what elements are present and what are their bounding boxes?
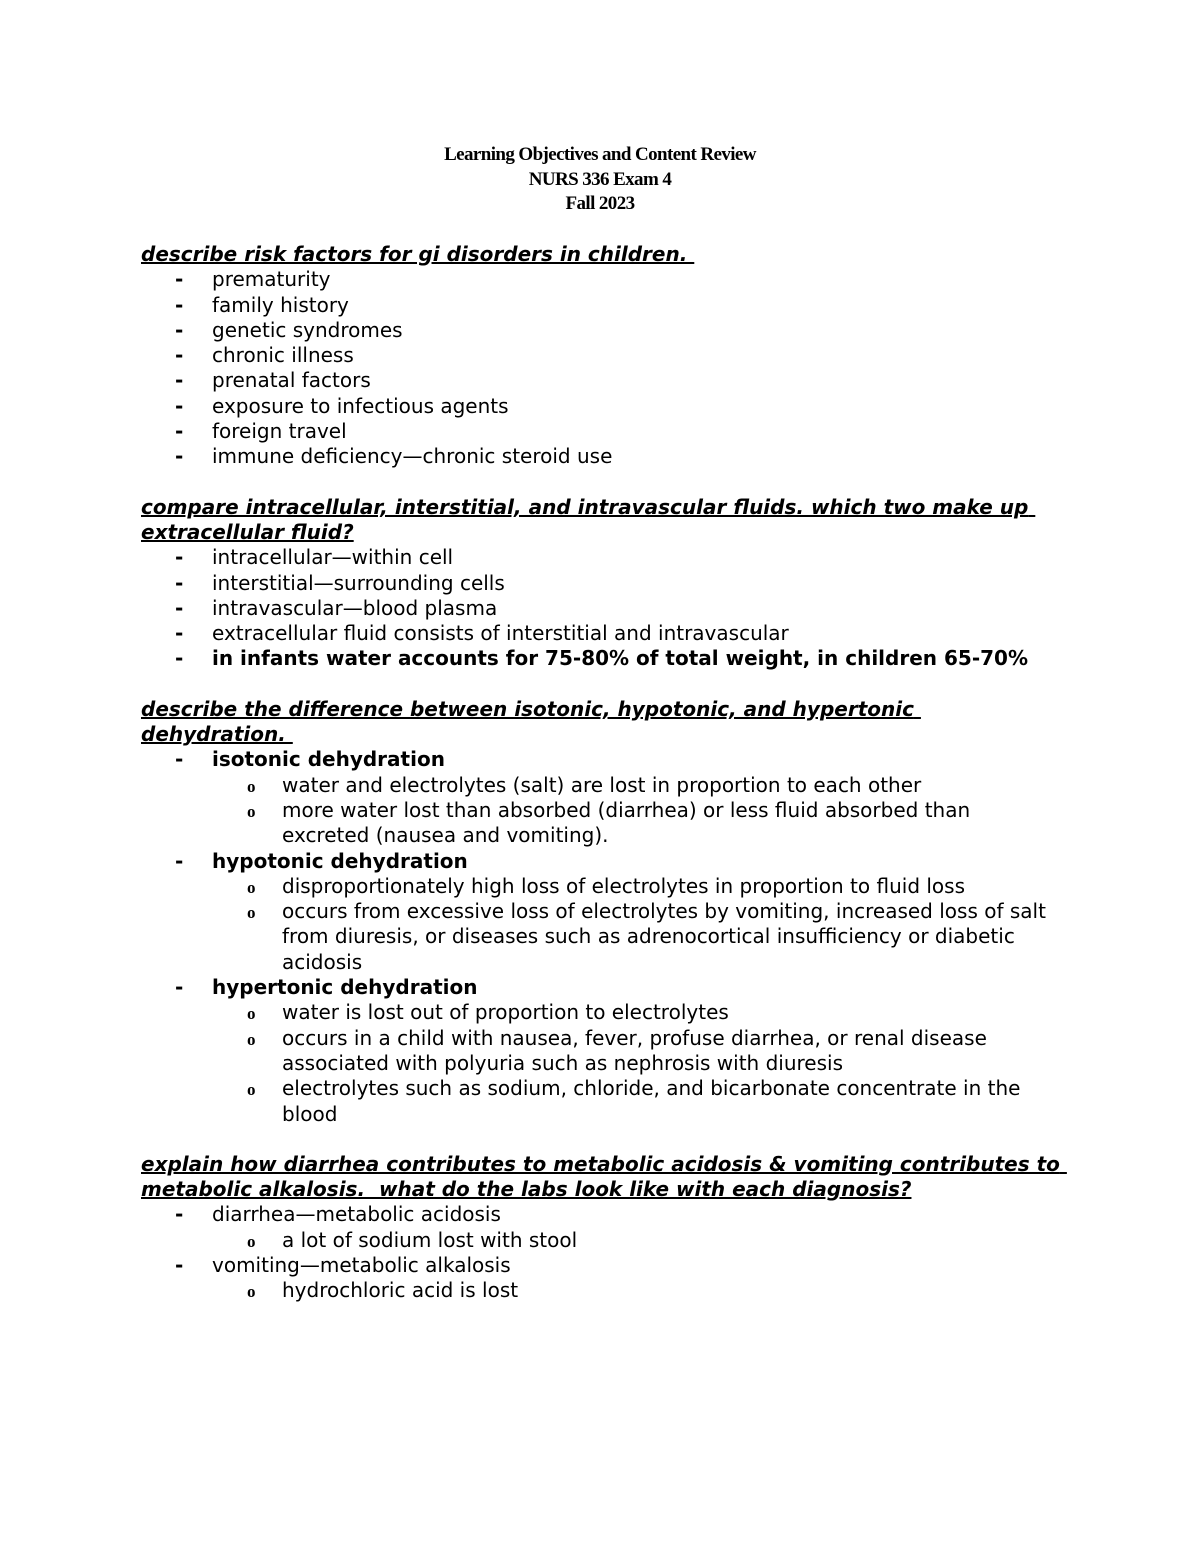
sub-list-item [141,874,1061,899]
dash-bullet-icon: - [175,595,184,620]
sub-bullet-list [141,874,1061,975]
dash-bullet-icon: - [175,570,184,595]
dash-bullet-icon: - [175,1202,184,1227]
sub-list-item [141,1076,1061,1127]
list-item-text: exposure to infectious agents [212,393,509,418]
objective-section [141,495,1061,672]
sub-list-item-text: more water lost than absorbed (diarrhea) or less fluid absorbed than excreted (nausea and vomiting). [282,797,971,848]
dash-bullet-icon: - [175,317,184,342]
list-item-text: family history [212,292,349,317]
list-item-text: in infants water accounts for 75-80% of total weight, in children 65-70% [212,646,1028,671]
list-item [141,596,1061,621]
sub-list-item [141,773,1061,798]
list-item [141,394,1061,419]
list-item-text: genetic syndromes [212,317,403,342]
document-title [0,143,1200,217]
list-item [141,1202,1061,1253]
sub-bullet-list [141,1228,1061,1253]
circle-bullet-icon: o [247,776,256,796]
dash-bullet-icon: - [175,1252,184,1277]
sub-list-item-text: hydrochloric acid is lost [282,1278,519,1303]
dash-bullet-icon: - [175,368,184,393]
circle-bullet-icon: o [247,1004,256,1024]
objective-heading: compare intracellular, interstitial, and intravascular fluids. which two make up extracellular fluid? [141,494,1036,544]
dash-bullet-icon: - [175,343,184,368]
list-item [141,368,1061,393]
sub-bullet-list [141,1000,1061,1126]
circle-bullet-icon: o [247,1080,256,1100]
list-item [141,419,1061,444]
objective-heading: describe the difference between isotonic, hypotonic, and hypertonic dehydration. [141,696,921,747]
list-item-text: chronic illness [212,343,354,368]
bullet-list [141,267,1061,469]
objective-heading: explain how diarrhea contributes to metabolic acidosis & vomiting contributes to metabolic alkalosis. what do the labs look like with each diagnosis? [141,1151,1067,1202]
dash-bullet-icon: - [175,646,184,671]
list-item [141,621,1061,646]
objective-section [141,242,1061,470]
list-item-text: immune deficiency—chronic steroid use [212,444,613,469]
sub-list-item [141,1278,1061,1303]
list-item-text: extracellular fluid consists of interstitial and intravascular [212,621,789,646]
sub-list-item-text: water is lost out of proportion to electrolytes [282,1000,729,1025]
circle-bullet-icon: o [247,877,256,897]
sub-list-item [141,1026,1061,1077]
list-item [141,343,1061,368]
sub-list-item-text: water and electrolytes (salt) are lost in proportion to each other [282,772,922,797]
list-item-text: diarrhea—metabolic acidosis [212,1202,501,1227]
list-item [141,267,1061,292]
list-item-text: interstitial—surrounding cells [212,570,505,595]
list-item-text: prematurity [212,267,331,292]
sub-list-item-text: disproportionately high loss of electrolytes in proportion to fluid loss [282,873,966,898]
dash-bullet-icon: - [175,621,184,646]
list-item [141,646,1061,671]
sub-list-wrapper [141,1278,1061,1303]
document-body [141,242,1067,1304]
sub-list-item [141,1228,1061,1253]
circle-bullet-icon: o [247,1231,256,1251]
list-item-text: foreign travel [212,419,347,444]
list-item-text: hypotonic dehydration [212,848,468,873]
list-item-text: hypertonic dehydration [212,975,478,1000]
list-item-text: intracellular—within cell [212,545,454,570]
objective-heading: describe risk factors for gi disorders in children. [141,242,695,266]
term-line: Fall 2023 [565,193,635,214]
dash-bullet-icon: - [175,848,184,873]
list-item [141,318,1061,343]
sub-list-wrapper [141,1228,1061,1253]
circle-bullet-icon: o [247,1029,256,1049]
sub-list-item [141,899,1061,975]
circle-bullet-icon: o [247,903,256,923]
sub-list-item [141,798,1061,849]
objective-section [141,1151,1067,1304]
sub-list-wrapper [141,773,1061,849]
dash-bullet-icon: - [175,419,184,444]
dash-bullet-icon: - [175,545,184,570]
dash-bullet-icon: - [175,444,184,469]
list-item-text: vomiting—metabolic alkalosis [212,1252,511,1277]
dash-bullet-icon: - [175,975,184,1000]
dash-bullet-icon: - [175,747,184,772]
list-item [141,444,1061,469]
list-item [141,293,1061,318]
list-item [141,545,1061,570]
sub-list-item-text: occurs from excessive loss of electrolytes by vomiting, increased loss of salt from diuresis, or diseases such as adrenocortical insufficiency or diabetic acidosis [282,899,1046,974]
list-item-text: prenatal factors [212,368,371,393]
title-line: Learning Objectives and Content Review [444,144,756,165]
objective-section [141,697,1061,1127]
list-item [141,1253,1061,1304]
bullet-list [141,1202,1061,1303]
sub-list-item-text: occurs in a child with nausea, fever, profuse diarrhea, or renal disease associated with polyuria such as nephrosis with diuresis [282,1025,987,1075]
circle-bullet-icon: o [247,801,256,821]
sub-list-wrapper [141,874,1061,975]
sub-bullet-list [141,773,1061,849]
course-line: NURS 336 Exam 4 [528,168,672,190]
list-item-text: isotonic dehydration [212,747,445,772]
list-item [141,747,1061,848]
dash-bullet-icon: - [175,393,184,418]
list-item [141,571,1061,596]
dash-bullet-icon: - [175,267,184,292]
sub-list-wrapper [141,1000,1061,1126]
list-item [141,849,1061,975]
circle-bullet-icon: o [247,1282,256,1302]
dash-bullet-icon: - [175,292,184,317]
sub-list-item-text: electrolytes such as sodium, chloride, and bicarbonate concentrate in the blood [282,1076,1021,1126]
sub-list-item [141,1000,1061,1025]
list-item-text: intravascular—blood plasma [212,595,498,620]
bullet-list [141,545,1061,671]
list-item [141,975,1061,1127]
sub-bullet-list [141,1278,1061,1303]
bullet-list [141,747,1061,1126]
sub-list-item-text: a lot of sodium lost with stool [282,1227,578,1252]
